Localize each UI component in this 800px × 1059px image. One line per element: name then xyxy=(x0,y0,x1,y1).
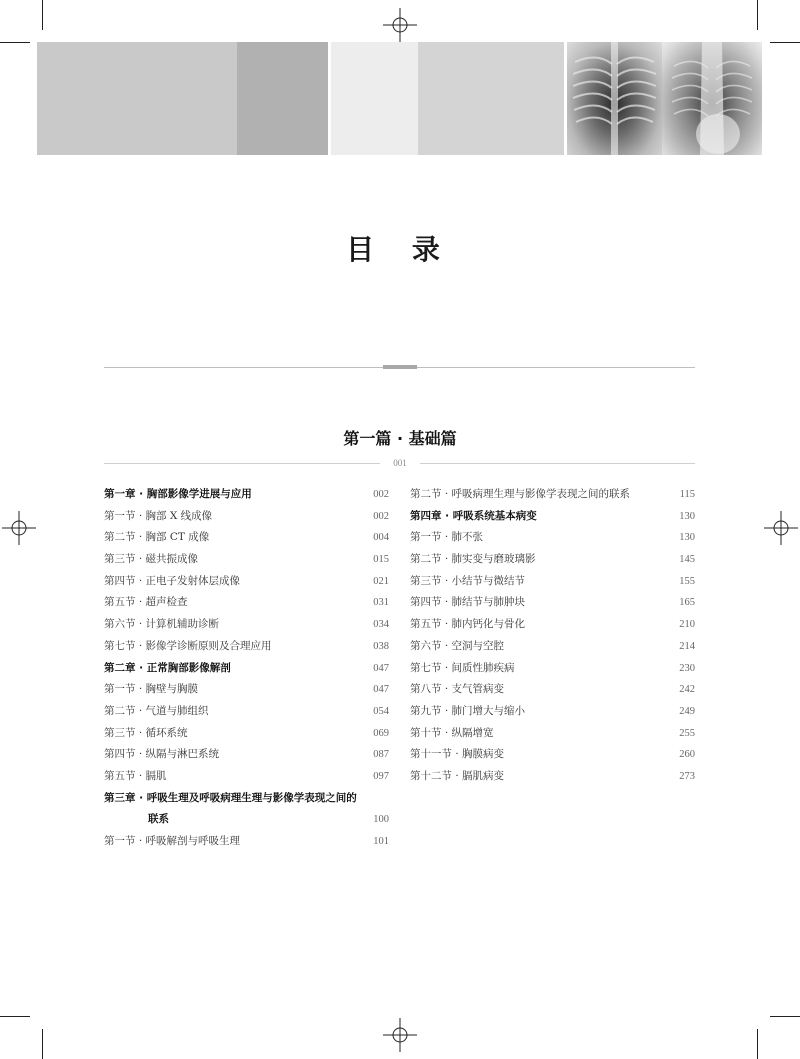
toc-entry[interactable] xyxy=(104,658,389,680)
toc-entry[interactable] xyxy=(410,658,695,680)
page-title: 目 录 xyxy=(346,233,454,266)
toc-entry[interactable] xyxy=(410,723,695,745)
toc-entry[interactable] xyxy=(104,614,389,636)
toc-column-left xyxy=(104,484,389,853)
toc-entry[interactable] xyxy=(104,766,389,788)
toc-column-right xyxy=(410,484,695,788)
toc-entry-page: 214 xyxy=(679,640,695,652)
part-title: 第一篇 · 基础篇 xyxy=(343,429,457,448)
toc-entry-title: 第一节 · 胸壁与胸膜 xyxy=(104,683,199,696)
toc-entry[interactable] xyxy=(104,549,389,571)
toc-entry-title: 第二节 · 肺实变与磨玻璃影 xyxy=(410,553,536,566)
toc-entry-page: 230 xyxy=(679,662,695,674)
toc-entry[interactable] xyxy=(104,788,389,810)
toc-entry-title: 联系 xyxy=(148,813,169,826)
toc-entry-page: 038 xyxy=(373,640,389,652)
toc-entry-title: 第一章 · 胸部影像学进展与应用 xyxy=(104,488,252,500)
toc-entry-title: 第十节 · 纵隔增宽 xyxy=(410,726,494,739)
toc-entry[interactable] xyxy=(104,571,389,593)
toc-entry-page: 155 xyxy=(679,575,695,587)
toc-entry-page: 100 xyxy=(373,814,389,826)
toc-entry[interactable] xyxy=(104,679,389,701)
toc-entry[interactable] xyxy=(104,636,389,658)
toc-entry-page: 210 xyxy=(679,619,695,631)
toc-entry-title: 第六节 · 计算机辅助诊断 xyxy=(104,618,220,631)
part-rule-right xyxy=(420,463,695,464)
toc-entry[interactable] xyxy=(104,701,389,723)
band-block-1 xyxy=(37,42,237,155)
toc-entry-page: 260 xyxy=(679,749,695,761)
toc-entry[interactable] xyxy=(410,744,695,766)
toc-entry[interactable] xyxy=(104,506,389,528)
registration-mark-right xyxy=(764,511,798,545)
toc-entry[interactable] xyxy=(410,679,695,701)
toc-entry-page: 101 xyxy=(373,836,389,847)
toc-entry-title: 第九节 · 肺门增大与缩小 xyxy=(410,704,526,717)
toc-entry-page: 255 xyxy=(679,727,695,739)
toc-entry-page: 054 xyxy=(373,705,389,717)
toc-entry-title: 第七节 · 影像学诊断原则及合理应用 xyxy=(104,639,272,652)
toc-entry-title: 第五节 · 超声检查 xyxy=(104,596,188,609)
toc-entry[interactable] xyxy=(410,701,695,723)
divider-accent xyxy=(383,365,417,369)
toc-entry[interactable] xyxy=(104,809,389,831)
toc-entry-page: 002 xyxy=(373,489,389,500)
band-block-4 xyxy=(418,42,564,155)
toc-entry-title: 第二节 · 呼吸病理生理与影像学表现之间的联系 xyxy=(410,488,631,500)
toc-entry-page: 047 xyxy=(373,684,389,696)
toc-entry-page: 130 xyxy=(679,510,695,522)
band-block-2 xyxy=(237,42,328,155)
toc-entry-page: 031 xyxy=(373,597,389,609)
toc-entry-title: 第十一节 · 胸膜病变 xyxy=(410,748,505,761)
toc-entry-page: 273 xyxy=(679,770,695,782)
toc-entry[interactable] xyxy=(410,636,695,658)
toc-entry-page: 097 xyxy=(373,770,389,782)
part-page-number: 001 xyxy=(393,458,407,468)
toc-entry[interactable] xyxy=(410,484,695,506)
toc-entry-title: 第一节 · 胸部 X 线成像 xyxy=(104,509,213,522)
toc-entry[interactable] xyxy=(104,527,389,549)
toc-entry-title: 第四章 · 呼吸系统基本病变 xyxy=(410,509,537,522)
toc-entry-title: 第六节 · 空洞与空腔 xyxy=(410,639,505,652)
toc-entry-title: 第四节 · 肺结节与肺肿块 xyxy=(410,596,526,609)
chest-xray-image-1 xyxy=(567,42,662,155)
toc-entry[interactable] xyxy=(410,527,695,549)
toc-entry-page: 047 xyxy=(373,662,389,674)
toc-entry[interactable] xyxy=(104,831,389,853)
toc-entry[interactable] xyxy=(410,549,695,571)
toc-entry-page: 069 xyxy=(373,727,389,739)
toc-entry[interactable] xyxy=(104,592,389,614)
toc-entry-title: 第四节 · 正电子发射体层成像 xyxy=(104,574,241,587)
toc-entry-page: 242 xyxy=(679,684,695,696)
toc-entry-title: 第三节 · 循环系统 xyxy=(104,726,188,739)
toc-entry-title: 第四节 · 纵隔与淋巴系统 xyxy=(104,748,220,761)
toc-entry[interactable] xyxy=(104,744,389,766)
toc-entry-title: 第三章 · 呼吸生理及呼吸病理生理与影像学表现之间的 xyxy=(104,791,357,804)
toc-entry-title: 第七节 · 间质性肺疾病 xyxy=(410,661,515,674)
toc-entry[interactable] xyxy=(410,506,695,528)
toc-entry-title: 第十二节 · 膈肌病变 xyxy=(410,769,505,782)
toc-entry-page: 145 xyxy=(679,554,695,566)
toc-entry-page: 165 xyxy=(679,597,695,609)
toc-entry[interactable] xyxy=(104,723,389,745)
toc-entry[interactable] xyxy=(410,766,695,788)
toc-entry-title: 第三节 · 磁共振成像 xyxy=(104,553,199,566)
toc-entry-title: 第一节 · 肺不张 xyxy=(410,531,484,544)
toc-entry-title: 第三节 · 小结节与微结节 xyxy=(410,574,526,587)
toc-entry[interactable] xyxy=(104,484,389,506)
toc-entry-page: 004 xyxy=(373,532,389,544)
part-rule-left xyxy=(104,463,380,464)
toc-entry[interactable] xyxy=(410,571,695,593)
toc-entry-title: 第八节 · 支气管病变 xyxy=(410,683,505,696)
toc-entry-page: 021 xyxy=(373,575,389,587)
toc-entry-title: 第二节 · 胸部 CT 成像 xyxy=(104,531,210,544)
band-block-3 xyxy=(331,42,418,155)
toc-entry-title: 第二节 · 气道与肺组织 xyxy=(104,704,209,717)
chest-xray-image-2 xyxy=(662,42,762,155)
toc-entry-title: 第一节 · 呼吸解剖与呼吸生理 xyxy=(104,835,241,847)
toc-entry[interactable] xyxy=(410,614,695,636)
toc-entry[interactable] xyxy=(410,592,695,614)
registration-mark-left xyxy=(2,511,36,545)
toc-entry-page: 130 xyxy=(679,532,695,544)
toc-entry-title: 第五节 · 肺内钙化与骨化 xyxy=(410,618,526,631)
toc-entry-page: 002 xyxy=(373,510,389,522)
toc-entry-page: 034 xyxy=(373,619,389,631)
toc-entry-title: 第五节 · 膈肌 xyxy=(104,769,167,782)
toc-entry-page: 015 xyxy=(373,554,389,566)
toc-entry-page: 115 xyxy=(679,489,695,500)
toc-entry-page: 249 xyxy=(679,705,695,717)
toc-entry-title: 第二章 · 正常胸部影像解剖 xyxy=(104,661,231,674)
registration-mark-top xyxy=(383,8,417,42)
registration-mark-bottom xyxy=(383,1018,417,1052)
toc-entry-page: 087 xyxy=(373,749,389,761)
